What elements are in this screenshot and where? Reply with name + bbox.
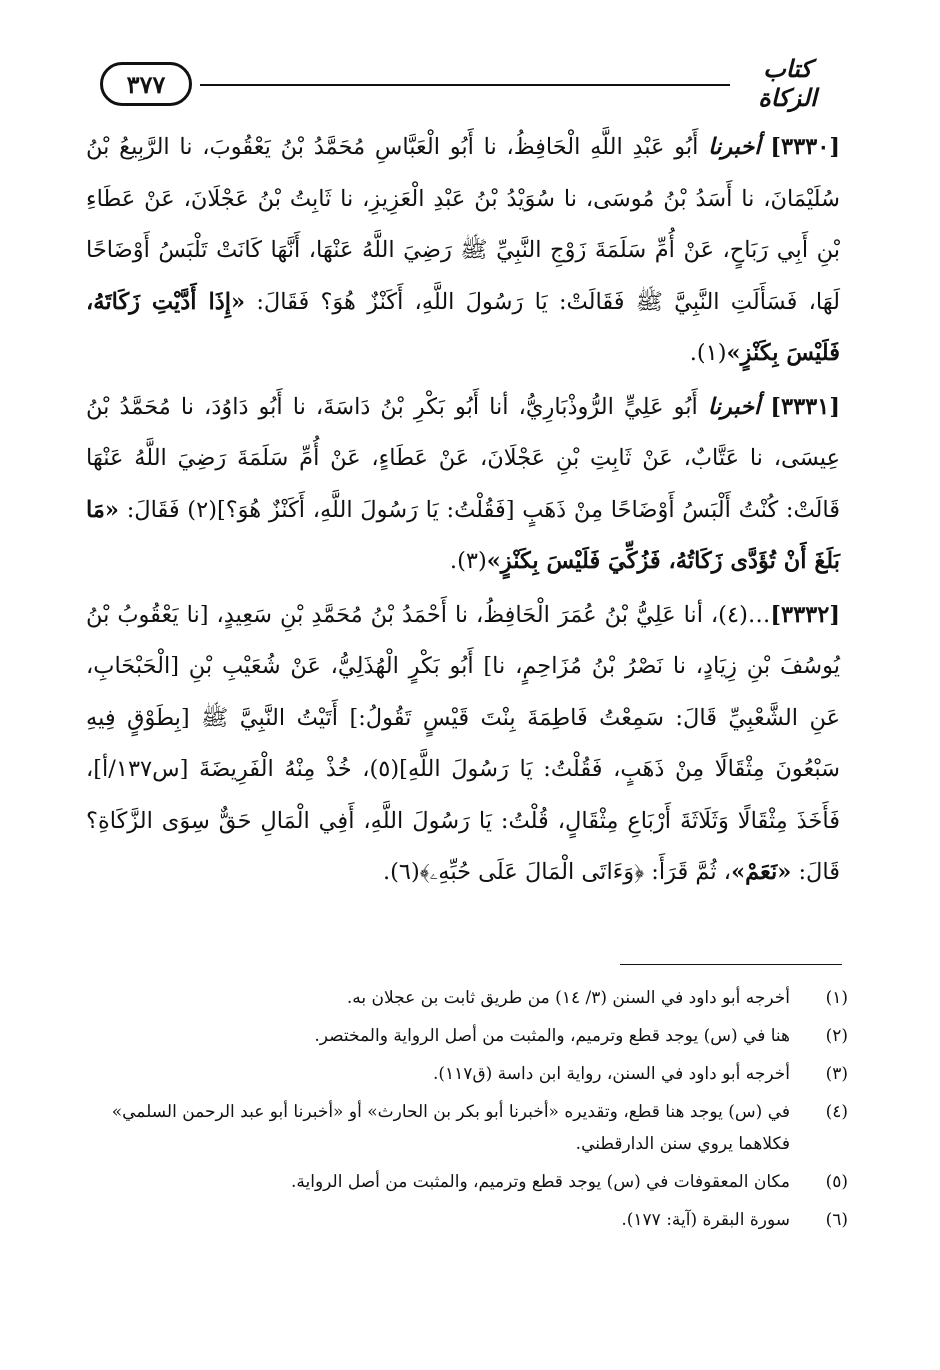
- page-number: ٣٧٧: [100, 62, 192, 106]
- hadith-quote: «إِذَا أَدَّيْتِ زَكَاتَهُ، فَلَيْسَ بِكَنْزٍ»: [86, 288, 840, 366]
- footnote-item: [100, 1096, 848, 1160]
- hadith-3330: [86, 122, 840, 380]
- hadith-3331: [86, 382, 840, 588]
- gap-marker: …(٤)،: [710, 601, 771, 628]
- footnote-item: [100, 982, 848, 1014]
- book-title: كتاب الزكاة: [758, 54, 817, 112]
- narration-keyword: أخبرنا: [708, 134, 761, 160]
- footnote-separator: [620, 964, 842, 965]
- footnote-number: (٥): [825, 1172, 848, 1192]
- footnote-text: أخرجه أبو داود في السنن (٣/ ١٤) من طريق ثابت بن عجلان به.: [346, 988, 790, 1008]
- hadith-quote: «نَعَمْ»: [731, 859, 792, 885]
- main-text: [86, 122, 840, 899]
- narration-keyword: أخبرنا: [707, 393, 761, 420]
- footnote-number: (٦): [825, 1210, 848, 1230]
- hadith-quote: «مَا بَلَغَ أَنْ تُؤَدَّى زَكَاتُهُ، فَزُكِّيَ فَلَيْسَ بِكَنْزٍ»: [86, 496, 840, 574]
- footnote-text: في (س) يوجد هنا قطع، وتقديره «أخبرنا أبو بكر بن الحارث» أو «أخبرنا أبو عبد الرحمن السلمي» فكلاهما يروي سنن الدارقطني.: [111, 1102, 790, 1154]
- footnote-item: [100, 1020, 848, 1052]
- page-header: [100, 42, 840, 122]
- hadith-number: [٣٣٣٢]: [770, 601, 840, 628]
- footnote-ref: (٣).: [449, 548, 487, 574]
- footnote-text: مكان المعقوفات في (س) يوجد قطع وترميم، والمثبت من أصل الرواية.: [291, 1172, 790, 1192]
- hadith-tail: ، ثُمَّ قَرَأَ: ﴿وَءَاتَى الْمَالَ عَلَى حُبِّهِۦ﴾(٦).: [382, 859, 732, 885]
- hadith-text: أنا عَلِيُّ بْنُ عُمَرَ الْحَافِظُ، نا أَحْمَدُ بْنُ مُحَمَّدِ بْنِ سَعِيدٍ، [نا يَعْقُوبُ بْنُ يُوسُفَ بْنِ زِيَادٍ، نا نَصْرُ بْنُ مُزَاحِمٍ، نا] أَبُو بَكْرٍ الْهُذَلِيُّ، عَنْ شُعَيْبِ بْنِ [الْحَبْحَابِ، عَنِ الشَّعْبِيِّ قَالَ: سَمِعْتُ فَاطِمَةَ بِنْتَ قَيْسٍ تَقُولُ:] أَتَيْتُ النَّبِيَّ ﷺ [بِطَوْقٍ فِيهِ سَبْعُونَ مِثْقَالًا مِنْ ذَهَبٍ، فَقُلْتُ: يَا رَسُولَ اللَّهِ](٥)، خُذْ مِنْهُ الْفَرِيضَةَ [س١٣٧/أ]، فَأَخَذَ مِثْقَالًا وَثَلَاثَةَ أَرْبَاعِ مِثْقَالٍ، قُلْتُ: يَا رَسُولَ اللَّهِ، أَفِي الْمَالِ حَقٌّ سِوَى الزَّكَاةِ؟ قَالَ:: [86, 601, 840, 885]
- footnote-ref: (١).: [689, 340, 727, 366]
- footnote-text: أخرجه أبو داود في السنن، رواية ابن داسة (ق١١٧).: [432, 1064, 790, 1084]
- footnote-number: (١): [825, 988, 848, 1008]
- footnotes-list: [100, 982, 848, 1242]
- footnote-text: سورة البقرة (آية: ١٧٧).: [621, 1210, 790, 1230]
- header-rule: [200, 84, 730, 86]
- hadith-number: [٣٣٣٠]: [770, 134, 840, 160]
- footnote-number: (٢): [825, 1026, 848, 1046]
- hadith-text: أَبُو عَلِيٍّ الرُّوذْبَارِيُّ، أنا أَبُو بَكْرِ بْنُ دَاسَةَ، نا أَبُو دَاوُدَ، نا مُحَمَّدُ بْنُ عِيسَى، نا عَتَّابٌ، عَنْ ثَابِتِ بْنِ عَجْلَانَ، عَنْ عَطَاءٍ، عَنْ أُمِّ سَلَمَةَ رَضِيَ اللَّهُ عَنْهَا قَالَتْ: كُنْتُ أَلْبَسُ أَوْضَاحًا مِنْ ذَهَبٍ [فَقُلْتُ: يَا رَسُولَ اللَّهِ، أَكَنْزٌ هُوَ؟](٢) فَقَالَ:: [86, 393, 841, 523]
- footnote-text: هنا في (س) يوجد قطع وترميم، والمثبت من أصل الرواية والمختصر.: [314, 1026, 790, 1046]
- hadith-3332: [86, 590, 840, 899]
- footnote-number: (٣): [825, 1064, 848, 1084]
- footnote-item: [100, 1166, 848, 1198]
- footnote-number: (٤): [825, 1102, 848, 1122]
- hadith-number: [٣٣٣١]: [770, 393, 841, 420]
- footnote-item: [100, 1204, 848, 1236]
- hadith-text: أَبُو عَبْدِ اللَّهِ الْحَافِظُ، نا أَبُو الْعَبَّاسِ مُحَمَّدُ بْنُ يَعْقُوبَ، نا الرَّبِيعُ بْنُ سُلَيْمَانَ، نا أَسَدُ بْنُ مُوسَى، نا سُوَيْدُ بْنُ عَبْدِ الْعَزِيزِ، نا ثَابِتُ بْنُ عَجْلَانَ، عَنْ عَطَاءِ بْنِ أَبِي رَبَاحٍ، عَنْ أُمِّ سَلَمَةَ زَوْجِ النَّبِيِّ ﷺ رَضِيَ اللَّهُ عَنْهَا، أَنَّهَا كَانَتْ تَلْبَسُ أَوْضَاحًا لَهَا، فَسَأَلَتِ النَّبِيَّ ﷺ فَقَالَتْ: يَا رَسُولَ اللَّهِ، أَكَنْزٌ هُوَ؟ فَقَالَ:: [86, 134, 841, 315]
- footnote-item: [100, 1058, 848, 1090]
